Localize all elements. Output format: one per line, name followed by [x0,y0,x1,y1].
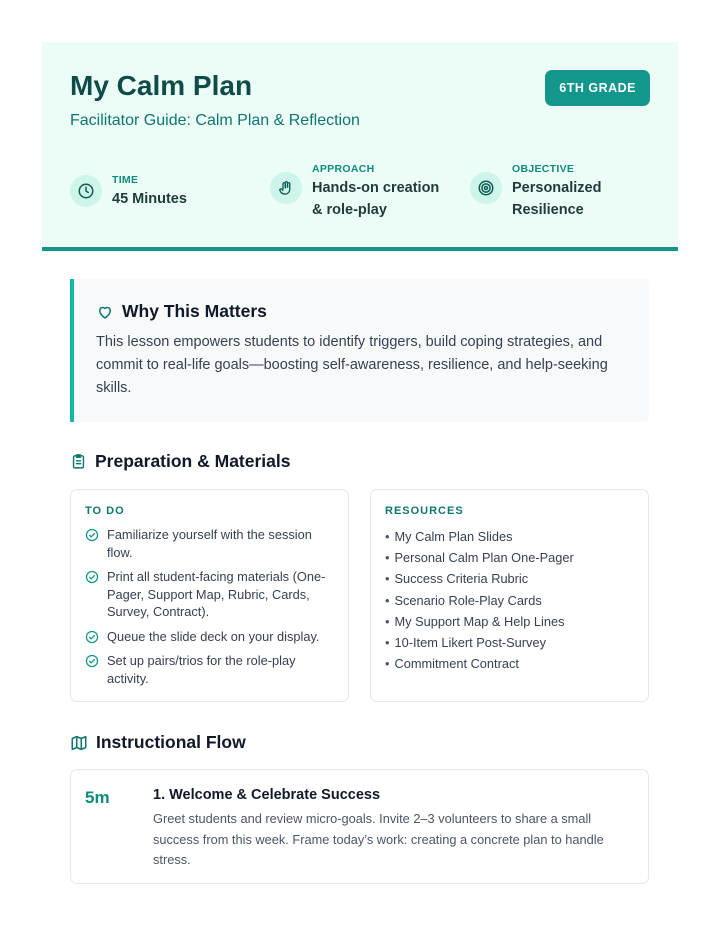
flow-step-heading: 1. Welcome & Celebrate Success [153,787,381,803]
meta-approach [270,162,439,221]
resources-label: RESOURCES [385,505,464,517]
meta-objective-line2: Resilience [512,202,584,218]
heart-icon [96,303,114,321]
resources-card [370,489,649,702]
meta-time-value: 45 Minutes [112,191,187,207]
page-title: My Calm Plan [70,70,253,101]
todo-item [85,652,334,687]
resource-item: • 10-Item Likert Post-Survey [385,632,634,653]
todo-label: TO DO [85,505,125,517]
meta-objective-line1: Personalized [512,180,602,196]
resource-item: • Commitment Contract [385,653,634,674]
todo-card [70,489,349,702]
meta-objective [470,162,601,221]
resource-item: • Success Criteria Rubric [385,568,634,589]
meta-approach-line1: Hands-on creation [312,180,440,196]
todo-item [85,526,334,561]
meta-objective-value [512,177,601,221]
todo-item-text: Familiarize yourself with the session flow. [107,527,312,560]
clock-icon [70,175,102,207]
target-icon [470,172,502,204]
todo-item [85,628,334,646]
resource-item: • Scenario Role-Play Cards [385,590,634,611]
why-this-matters-callout [70,279,649,422]
why-title: Why This Matters [122,301,267,321]
map-icon [70,734,88,752]
flow-step-description: Greet students and review micro-goals. Invite 2–3 volunteers to share a small success from this week. Frame today’s work: creating a concrete plan to handle stress. [153,811,604,868]
meta-approach-line2: & role-play [312,202,387,218]
flow-title: Instructional Flow [96,732,246,752]
check-circle-icon [85,654,99,668]
todo-item-text: Print all student-facing materials (One-Pager, Support Map, Rubric, Cards, Survey, Contract). [107,569,326,619]
meta-objective-label: OBJECTIVE [512,163,575,175]
prep-section-heading [70,451,290,472]
meta-approach-label: APPROACH [312,163,375,175]
resource-item: • My Calm Plan Slides [385,526,634,547]
check-circle-icon [85,570,99,584]
resource-item: • My Support Map & Help Lines [385,611,634,632]
meta-time-label: TIME [112,174,139,186]
check-circle-icon [85,528,99,542]
todo-item-text: Set up pairs/trios for the role-play activity. [107,653,296,686]
flow-section-heading [70,732,246,753]
flow-step-time: 5m [85,788,110,807]
flow-step [70,769,649,884]
lesson-header [42,42,678,251]
prep-title: Preparation & Materials [95,451,291,471]
clipboard-icon [70,452,87,471]
why-heading [96,301,627,322]
why-body: This lesson empowers students to identify triggers, build coping strategies, and commit to real-life goals—boosting self-awareness, resilience, and help-seeking skills. [96,334,608,396]
grade-badge: 6TH GRADE [545,70,650,106]
meta-time [70,173,187,210]
page-subtitle: Facilitator Guide: Calm Plan & Reflection [70,112,360,129]
hand-icon [270,172,302,204]
todo-item-text: Queue the slide deck on your display. [107,628,320,644]
meta-approach-value [312,177,439,221]
check-circle-icon [85,630,99,644]
resource-item: • Personal Calm Plan One-Pager [385,547,634,568]
todo-item [85,568,334,621]
